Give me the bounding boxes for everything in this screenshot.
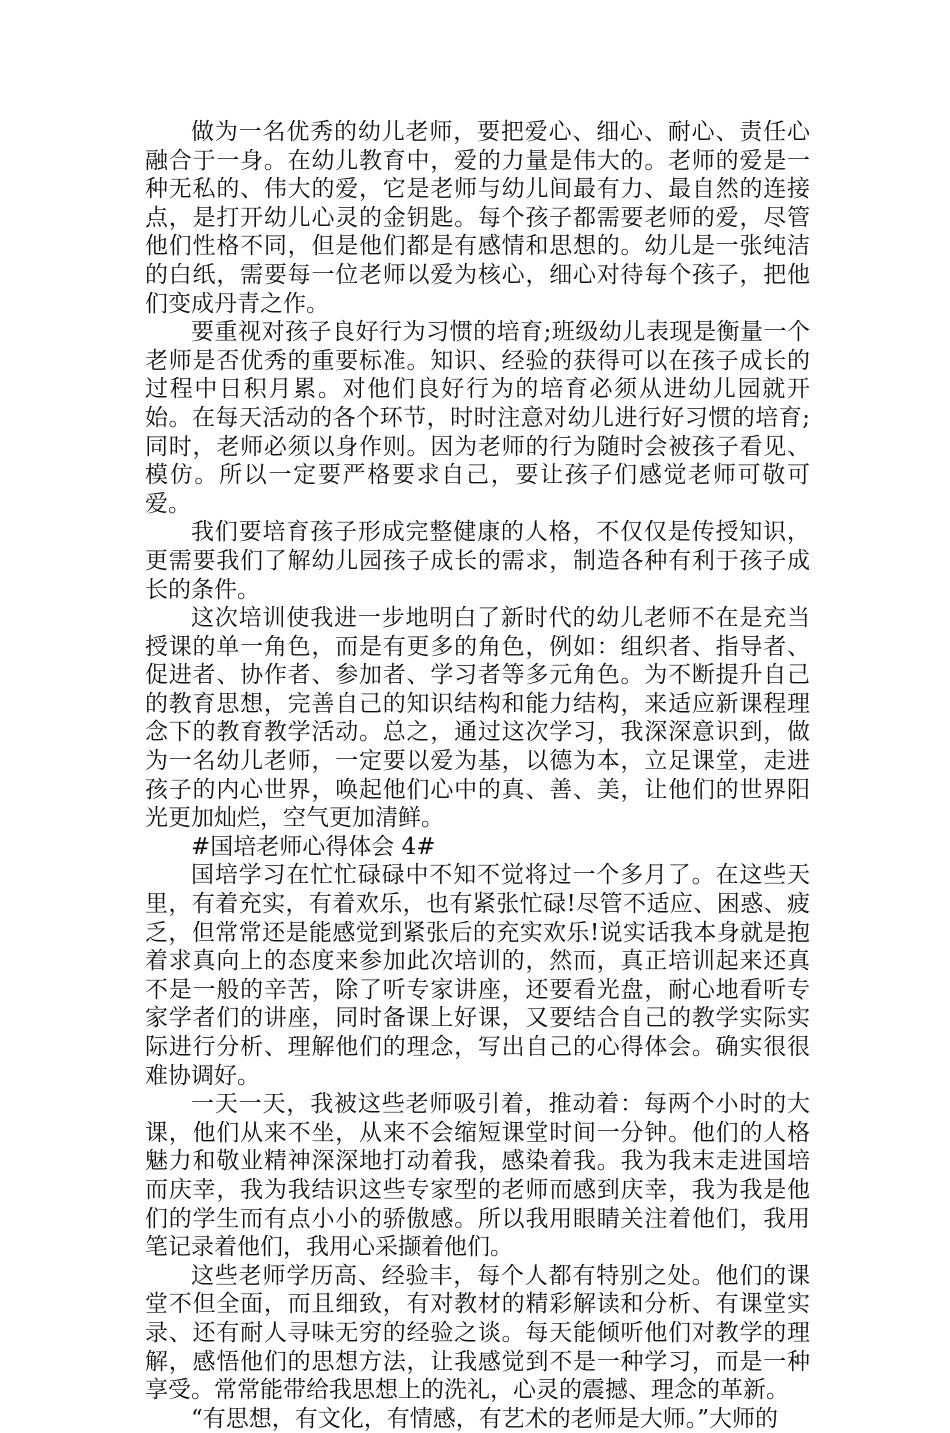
document-body xyxy=(145,118,810,1433)
paragraph-5: 国培学习在忙忙碌碌中不知不觉将过一个多月了。在这些天里，有着充实，有着欢乐，也有紧张忙碌!尽管不适应、困惑、疲乏，但常常还是能感觉到紧张后的充实欢乐!说实话我本身就是抱着求真向上的态度来参加此次培训的，然而，真正培训起来还真不是一般的辛苦，除了听专家讲座，还要看光盘，耐心地看听专家学者们的讲座，同时备课上好课，又要结合自己的教学实际实际进行分析、理解他们的理念，写出自己的心得体会。确实很很难协调好。 xyxy=(145,862,810,1089)
section-heading: #国培老师心得体会 4# xyxy=(191,833,436,860)
paragraph-3: 我们要培育孩子形成完整健康的人格，不仅仅是传授知识，更需要我们了解幼儿园孩子成长的需求，制造各种有利于孩子成长的条件。 xyxy=(145,519,810,603)
paragraph-7: 这些老师学历高、经验丰，每个人都有特别之处。他们的课堂不但全面，而且细致，有对教材的精彩解读和分析、有课堂实录、还有耐人寻味无穷的经验之谈。每天能倾听他们对教学的理解，感悟他们的思想方法，让我感觉到不是一种学习，而是一种享受。常常能带给我思想上的洗礼，心灵的震撼、理念的革新。 xyxy=(145,1262,810,1404)
paragraph-1: 做为一名优秀的幼儿老师，要把爱心、细心、耐心、责任心融合于一身。在幼儿教育中，爱的力量是伟大的。老师的爱是一种无私的、伟大的爱，它是老师与幼儿间最有力、最自然的连接点，是打开幼儿心灵的金钥匙。每个孩子都需要老师的爱，尽管他们性格不同，但是他们都是有感情和思想的。幼儿是一张纯洁的白纸，需要每一位老师以爱为核心，细心对待每个孩子，把他们变成丹青之作。 xyxy=(145,119,810,317)
paragraph-2: 要重视对孩子良好行为习惯的培育;班级幼儿表现是衡量一个老师是否优秀的重要标准。知识、经验的获得可以在孩子成长的过程中日积月累。对他们良好行为的培育必须从进幼儿园就开始。在每天活动的各个环节，时时注意对幼儿进行好习惯的培育;同时，老师必须以身作则。因为老师的行为随时会被孩子看见、模仿。所以一定要严格要求自己，要让孩子们感觉老师可敬可爱。 xyxy=(145,319,810,517)
paragraph-8: “有思想，有文化，有情感，有艺术的老师是大师。”大师的 xyxy=(191,1405,779,1432)
paragraph-4: 这次培训使我进一步地明白了新时代的幼儿老师不在是充当授课的单一角色，而是有更多的角色，例如：组织者、指导者、促进者、协作者、参加者、学习者等多元角色。为不断提升自己的教育思想，完善自己的知识结构和能力结构，来适应新课程理念下的教育教学活动。总之，通过这次学习，我深深意识到，做为一名幼儿老师，一定要以爱为基，以德为本，立足课堂，走进孩子的内心世界，唤起他们心中的真、善、美，让他们的世界阳光更加灿烂，空气更加清鲜。 xyxy=(145,605,810,832)
paragraph-6: 一天一天，我被这些老师吸引着，推动着：每两个小时的大课，他们从来不坐，从来不会缩短课堂时间一分钟。他们的人格魅力和敬业精神深深地打动着我，感染着我。我为我末走进国培而庆幸，我为我结识这些专家型的老师而感到庆幸，我为我是他们的学生而有点小小的骄傲感。所以我用眼睛关注着他们，我用笔记录着他们，我用心采撷着他们。 xyxy=(145,1091,810,1261)
